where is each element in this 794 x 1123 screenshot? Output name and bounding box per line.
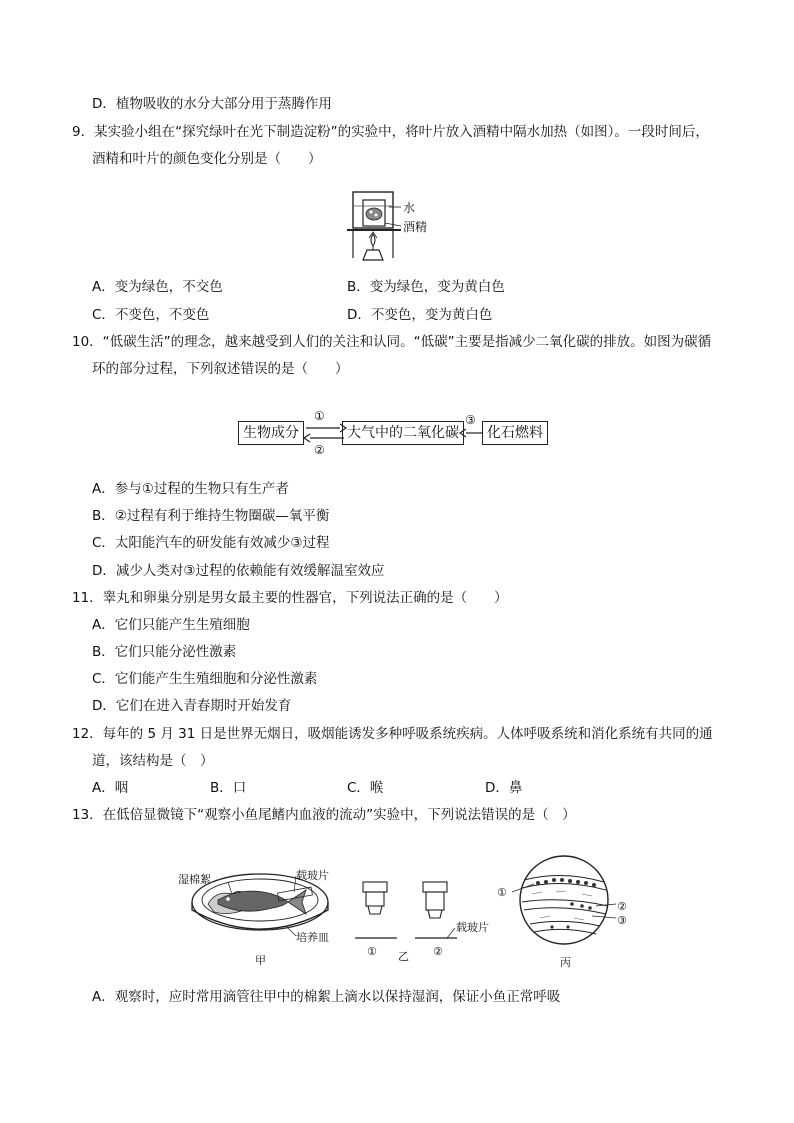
q10-box-atmospheric-co2: 大气中的二氧化碳 xyxy=(342,421,464,445)
q10-box-fossil-fuels: 化石燃料 xyxy=(482,421,548,445)
q10-stem-line2: 环的部分过程，下列叙述错误的是（ ） xyxy=(92,361,349,377)
q11-option-b: B．它们只能分泌性激素 xyxy=(92,644,237,660)
q10-arrow-label-3: ③ xyxy=(465,413,476,427)
q12-stem-line1: 12．每年的 5 月 31 日是世界无烟日，吸烟能诱发多种呼吸系统疾病。人体呼吸系统和消化系统有共同的通 xyxy=(72,726,713,742)
q12-option-c: C．喉 xyxy=(347,780,384,796)
q11-option-c: C．它们能产生生殖细胞和分泌性激素 xyxy=(92,671,318,687)
q10-arrows xyxy=(300,418,490,450)
q13-figure-bing-field-of-view xyxy=(512,852,622,952)
q13-label-dish: 培养皿 xyxy=(296,931,329,944)
q13-label-jia: 甲 xyxy=(255,954,266,967)
q9-label-alcohol: 酒精 xyxy=(403,220,428,234)
q9-stem-line1: 9．某实验小组在“探究绿叶在光下制造淀粉”的实验中，将叶片放入酒精中隔水加热（如图）。一段时间后， xyxy=(72,124,709,140)
q10-arrow-label-1: ① xyxy=(314,409,325,423)
q9-stem-line2: 酒精和叶片的颜色变化分别是（ ） xyxy=(92,151,322,167)
q13-label-slide: 载玻片 xyxy=(296,869,329,882)
q13-label-wet-cotton: 湿棉絮 xyxy=(178,873,211,886)
q12-stem-line2: 道，该结构是（ ） xyxy=(92,753,214,769)
q11-option-a: A．它们只能产生生殖细胞 xyxy=(92,617,250,633)
q13-label-view-3: ③ xyxy=(617,914,627,927)
q9-option-d: D．不变色，变为黄白色 xyxy=(347,307,493,323)
q9-option-a: A．变为绿色，不交色 xyxy=(92,279,223,295)
q10-option-d: D．减少人类对③过程的依赖能有效缓解温室效应 xyxy=(92,563,385,579)
q10-option-c: C．太阳能汽车的研发能有效减少③过程 xyxy=(92,535,330,551)
q13-option-a: A．观察时，应时常用滴管往甲中的棉絮上滴水以保持湿润，保证小鱼正常呼吸 xyxy=(92,989,561,1005)
q10-option-a: A．参与①过程的生物只有生产者 xyxy=(92,481,289,497)
q13-label-view-2: ② xyxy=(617,900,627,913)
q11-stem: 11．睾丸和卵巢分别是男女最主要的性器官，下列说法正确的是（ ） xyxy=(72,590,508,606)
q12-option-b: B．口 xyxy=(210,780,247,796)
q9-option-b: B．变为绿色，变为黄白色 xyxy=(347,279,505,295)
q9-figure-alcohol-heating xyxy=(345,188,445,264)
q10-option-b: B．②过程有利于维持生物圈碳—氧平衡 xyxy=(92,508,330,524)
q13-label-bing: 丙 xyxy=(560,956,571,969)
q13-label-yi: 乙 xyxy=(398,950,409,963)
q10-stem-line1: 10．“低碳生活”的理念，越来越受到人们的关注和认同。“低碳”主要是指减少二氧化碳的排放。如图为碳循 xyxy=(72,334,712,350)
q12-option-d: D．鼻 xyxy=(485,780,523,796)
q10-box-organisms: 生物成分 xyxy=(238,421,304,445)
q13-label-view-1: ① xyxy=(497,886,507,899)
q13-label-slide-2: 载玻片 xyxy=(456,921,489,934)
q9-label-water: 水 xyxy=(403,201,416,215)
q13-label-objective-1: ① xyxy=(367,945,377,958)
q11-option-d: D．它们在进入青春期时开始发育 xyxy=(92,698,292,714)
q12-option-a: A．咽 xyxy=(92,780,129,796)
q13-figure-yi-objectives xyxy=(355,880,475,950)
q13-label-objective-2: ② xyxy=(433,945,443,958)
q8-option-d: D．植物吸收的水分大部分用于蒸腾作用 xyxy=(92,96,332,112)
q10-arrow-label-2: ② xyxy=(314,443,325,457)
q9-option-c: C．不变色，不变色 xyxy=(92,307,210,323)
q13-stem: 13．在低倍显微镜下“观察小鱼尾鳍内血液的流动”实验中，下列说法错误的是（ ） xyxy=(72,807,576,823)
